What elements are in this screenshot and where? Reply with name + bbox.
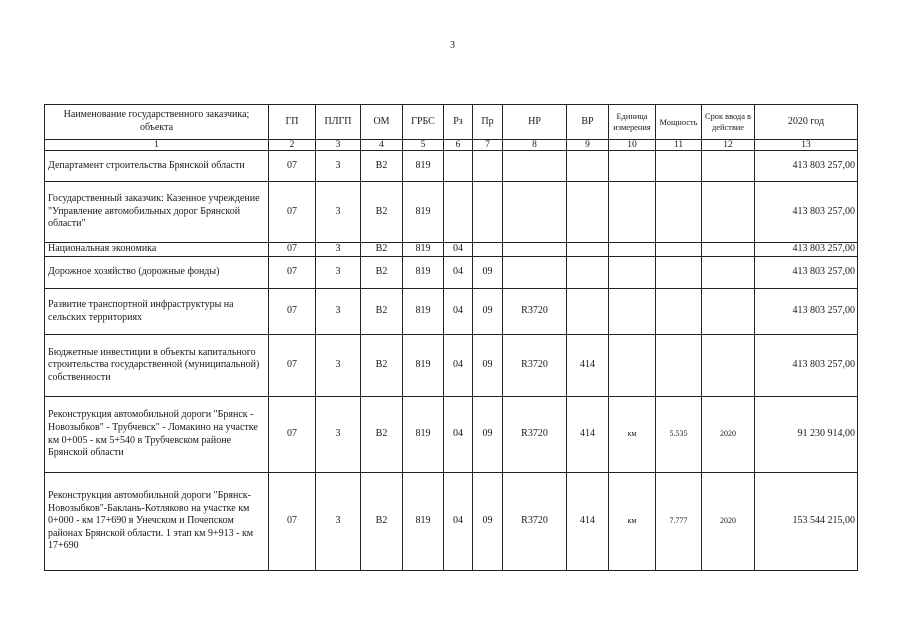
column-number: 11 — [656, 140, 702, 151]
column-number: 2 — [269, 140, 316, 151]
plgp-cell: 3 — [316, 257, 361, 289]
header-cell: Пр — [473, 105, 503, 140]
nr-cell — [503, 243, 567, 257]
om-cell: В2 — [361, 335, 403, 397]
header-cell: ГРБС — [403, 105, 444, 140]
nr-cell: R3720 — [503, 473, 567, 571]
unit-cell: км — [609, 473, 656, 571]
header-cell: ОМ — [361, 105, 403, 140]
term-cell — [702, 243, 755, 257]
pr-cell: 09 — [473, 257, 503, 289]
table-row — [45, 257, 858, 289]
pr-cell: 09 — [473, 473, 503, 571]
table-row — [45, 182, 858, 243]
vr-cell: 414 — [567, 473, 609, 571]
unit-cell — [609, 289, 656, 335]
term-cell — [702, 335, 755, 397]
gp-cell: 07 — [269, 397, 316, 473]
table-row — [45, 243, 858, 257]
rz-cell: 04 — [444, 289, 473, 335]
rz-cell: 04 — [444, 243, 473, 257]
vr-cell — [567, 257, 609, 289]
term-cell — [702, 289, 755, 335]
gp-cell: 07 — [269, 182, 316, 243]
plgp-cell: 3 — [316, 243, 361, 257]
column-number: 1 — [45, 140, 269, 151]
power-cell — [656, 182, 702, 243]
table-row — [45, 289, 858, 335]
gp-cell: 07 — [269, 289, 316, 335]
amount-cell: 413 803 257,00 — [755, 257, 858, 289]
column-number-row — [45, 140, 858, 151]
gp-cell: 07 — [269, 257, 316, 289]
nr-cell — [503, 257, 567, 289]
vr-cell — [567, 243, 609, 257]
amount-cell: 413 803 257,00 — [755, 151, 858, 182]
unit-cell — [609, 182, 656, 243]
header-cell: Срок ввода в действие — [702, 105, 755, 140]
grbs-cell: 819 — [403, 473, 444, 571]
term-cell — [702, 151, 755, 182]
pr-cell: 09 — [473, 335, 503, 397]
pr-cell: 09 — [473, 289, 503, 335]
om-cell: В2 — [361, 289, 403, 335]
plgp-cell: 3 — [316, 335, 361, 397]
power-cell — [656, 289, 702, 335]
unit-cell — [609, 151, 656, 182]
column-number: 8 — [503, 140, 567, 151]
pr-cell: 09 — [473, 397, 503, 473]
nr-cell — [503, 182, 567, 243]
header-row — [45, 105, 858, 140]
header-cell: ВР — [567, 105, 609, 140]
vr-cell — [567, 182, 609, 243]
amount-cell: 413 803 257,00 — [755, 335, 858, 397]
vr-cell — [567, 151, 609, 182]
page-number: 3 — [450, 40, 455, 51]
om-cell: В2 — [361, 243, 403, 257]
rz-cell — [444, 151, 473, 182]
object-name: Департамент строительства Брянской области — [45, 151, 269, 182]
header-cell: 2020 год — [755, 105, 858, 140]
column-number: 13 — [755, 140, 858, 151]
power-cell: 7.777 — [656, 473, 702, 571]
grbs-cell: 819 — [403, 243, 444, 257]
nr-cell — [503, 151, 567, 182]
budget-table — [44, 104, 858, 571]
object-name: Реконструкция автомобильной дороги "Брянск-Новозыбков"-Баклань-Котляково на участке км 0+000 - км 17+690 в Унечском и Почепском районах Брянской области. 1 этап км 9+913 - км 17+690 — [45, 473, 269, 571]
header-cell: Наименование государственного заказчика; объекта — [45, 105, 269, 140]
column-number: 10 — [609, 140, 656, 151]
header-cell: НР — [503, 105, 567, 140]
pr-cell — [473, 151, 503, 182]
gp-cell: 07 — [269, 335, 316, 397]
object-name: Государственный заказчик: Казенное учреждение "Управление автомобильных дорог Брянской области" — [45, 182, 269, 243]
plgp-cell: 3 — [316, 473, 361, 571]
unit-cell — [609, 335, 656, 397]
column-number: 3 — [316, 140, 361, 151]
table-row — [45, 397, 858, 473]
pr-cell — [473, 182, 503, 243]
vr-cell: 414 — [567, 397, 609, 473]
amount-cell: 91 230 914,00 — [755, 397, 858, 473]
amount-cell: 153 544 215,00 — [755, 473, 858, 571]
gp-cell: 07 — [269, 151, 316, 182]
grbs-cell: 819 — [403, 182, 444, 243]
om-cell: В2 — [361, 473, 403, 571]
header-cell: ГП — [269, 105, 316, 140]
column-number: 5 — [403, 140, 444, 151]
rz-cell: 04 — [444, 397, 473, 473]
header-cell: ПЛГП — [316, 105, 361, 140]
om-cell: В2 — [361, 151, 403, 182]
column-number: 6 — [444, 140, 473, 151]
term-cell: 2020 — [702, 397, 755, 473]
grbs-cell: 819 — [403, 289, 444, 335]
plgp-cell: 3 — [316, 151, 361, 182]
header-cell: Единица измерения — [609, 105, 656, 140]
unit-cell — [609, 243, 656, 257]
vr-cell — [567, 289, 609, 335]
header-cell: Мощность — [656, 105, 702, 140]
pr-cell — [473, 243, 503, 257]
column-number: 4 — [361, 140, 403, 151]
column-number: 7 — [473, 140, 503, 151]
object-name: Дорожное хозяйство (дорожные фонды) — [45, 257, 269, 289]
amount-cell: 413 803 257,00 — [755, 243, 858, 257]
gp-cell: 07 — [269, 473, 316, 571]
term-cell: 2020 — [702, 473, 755, 571]
rz-cell — [444, 182, 473, 243]
power-cell — [656, 257, 702, 289]
plgp-cell: 3 — [316, 182, 361, 243]
plgp-cell: 3 — [316, 397, 361, 473]
amount-cell: 413 803 257,00 — [755, 182, 858, 243]
om-cell: В2 — [361, 397, 403, 473]
table-row — [45, 151, 858, 182]
om-cell: В2 — [361, 182, 403, 243]
column-number: 12 — [702, 140, 755, 151]
term-cell — [702, 182, 755, 243]
power-cell — [656, 335, 702, 397]
grbs-cell: 819 — [403, 257, 444, 289]
header-cell: Рз — [444, 105, 473, 140]
om-cell: В2 — [361, 257, 403, 289]
object-name: Реконструкция автомобильной дороги "Брянск - Новозыбков" - Трубчевск" - Ломакино на участке км 0+005 - км 5+540 в Трубчевском районе Брянской области — [45, 397, 269, 473]
rz-cell: 04 — [444, 473, 473, 571]
column-number: 9 — [567, 140, 609, 151]
object-name: Национальная экономика — [45, 243, 269, 257]
table-row — [45, 473, 858, 571]
nr-cell: R3720 — [503, 397, 567, 473]
term-cell — [702, 257, 755, 289]
rz-cell: 04 — [444, 335, 473, 397]
power-cell: 5.535 — [656, 397, 702, 473]
grbs-cell: 819 — [403, 151, 444, 182]
gp-cell: 07 — [269, 243, 316, 257]
amount-cell: 413 803 257,00 — [755, 289, 858, 335]
power-cell — [656, 243, 702, 257]
power-cell — [656, 151, 702, 182]
unit-cell — [609, 257, 656, 289]
table-row — [45, 335, 858, 397]
nr-cell: R3720 — [503, 335, 567, 397]
object-name: Бюджетные инвестиции в объекты капитального строительства государственной (муниципальной) собственности — [45, 335, 269, 397]
rz-cell: 04 — [444, 257, 473, 289]
grbs-cell: 819 — [403, 397, 444, 473]
unit-cell: км — [609, 397, 656, 473]
object-name: Развитие транспортной инфраструктуры на сельских территориях — [45, 289, 269, 335]
nr-cell: R3720 — [503, 289, 567, 335]
grbs-cell: 819 — [403, 335, 444, 397]
plgp-cell: 3 — [316, 289, 361, 335]
vr-cell: 414 — [567, 335, 609, 397]
